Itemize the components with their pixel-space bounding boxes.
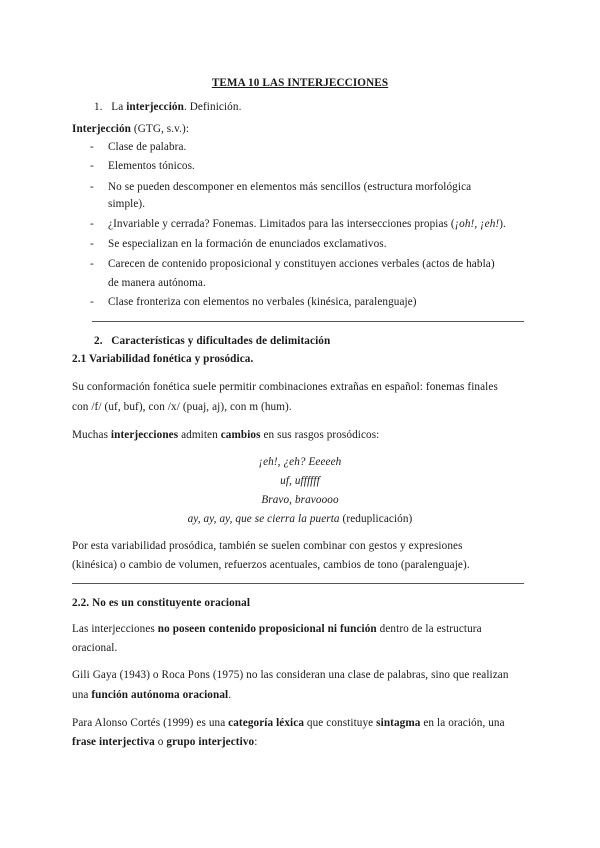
list-item: Carecen de contenido proposicional y constituyen acciones verbales (actos de habla): [108, 258, 495, 270]
text-run: en sus rasgos prosódicos:: [260, 429, 380, 441]
text-run: Para Alonso Cortés (1999) es una: [72, 717, 229, 729]
bullet-marker: -: [90, 141, 94, 153]
bold-term: interjecciones: [110, 429, 179, 441]
list-item-text: ¿Invariable y cerrada? Fonemas. Limitados para las intersecciones propias (: [108, 218, 455, 230]
list-item: No se pueden descomponer en elementos más sencillos (estructura morfológica: [108, 181, 472, 193]
bold-term: no poseen contenido proposicional ni función: [157, 623, 377, 635]
definition-source: (GTG, s.v.):: [130, 123, 190, 135]
text-run: dentro de la estructura: [376, 623, 482, 635]
text-run: admiten: [178, 429, 221, 441]
bold-term: frase interjectiva: [72, 736, 155, 748]
section-1-prefix: La: [111, 101, 124, 113]
paragraph-line: [72, 716, 505, 730]
paragraph-line: [72, 688, 231, 702]
paragraph-line: con /f/ (uf, buf), con /x/ (puaj, aj), con m (hum).: [72, 401, 292, 413]
bold-term: grupo interjectivo: [166, 736, 255, 748]
list-item: Clase fronteriza con elementos no verbales (kinésica, paralenguaje): [108, 296, 417, 308]
text-run: .: [228, 689, 232, 701]
text-run: Las interjecciones: [72, 623, 158, 635]
horizontal-rule: [72, 583, 524, 584]
section-1-rest: . Definición.: [183, 101, 242, 113]
document-title: TEMA 10 LAS INTERJECCIONES: [211, 77, 389, 89]
paragraph-line: [72, 428, 379, 442]
list-item: Elementos tónicos.: [108, 160, 195, 172]
paragraph-line: oracional.: [72, 642, 118, 654]
example-line: [0, 512, 600, 526]
bullet-marker: -: [90, 238, 94, 250]
subsection-2-1-heading: 2.1 Variabilidad fonética y prosódica.: [72, 353, 254, 365]
example-note: (reduplicación): [339, 513, 413, 525]
paragraph-line: Gili Gaya (1943) o Roca Pons (1975) no las consideran una clase de palabras, sino que realizan: [72, 669, 509, 681]
definition-heading: [72, 122, 189, 136]
bold-term: cambios: [220, 429, 261, 441]
example-text: ay, ay, ay, que se cierra la puerta: [187, 513, 340, 525]
list-item-example: ¡oh!, ¡eh!: [454, 218, 500, 230]
text-run: una: [72, 689, 92, 701]
list-item: Se especializan en la formación de enunciados exclamativos.: [108, 238, 387, 250]
example-line: ¡eh!, ¿eh? Eeeeeh: [258, 456, 342, 468]
paragraph-line: Su conformación fonética suele permitir combinaciones extrañas en español: fonemas finales: [72, 381, 498, 393]
paragraph-line: Por esta variabilidad prosódica, también se suelen combinar con gestos y expresiones: [72, 540, 463, 552]
subsection-2-2-heading: 2.2. No es un constituyente oracional: [72, 597, 251, 609]
bold-term: función autónoma oracional: [91, 689, 229, 701]
text-run: Muchas: [72, 429, 111, 441]
horizontal-rule: [92, 321, 524, 322]
bold-term: sintagma: [376, 717, 421, 729]
text-run: o: [154, 736, 167, 748]
bullet-marker: -: [90, 218, 94, 230]
paragraph-line: [72, 622, 482, 636]
definition-term: Interjección: [72, 123, 131, 135]
text-run: :: [254, 736, 258, 748]
section-2-number: 2.: [94, 335, 103, 347]
bullet-marker: -: [90, 258, 94, 270]
bullet-marker: -: [90, 181, 94, 193]
list-item-continuation: de manera autónoma.: [108, 277, 206, 289]
list-item-continuation: simple).: [108, 198, 146, 210]
bullet-marker: -: [90, 160, 94, 172]
text-run: que constituye: [304, 717, 377, 729]
section-1-term: interjección: [126, 101, 184, 113]
paragraph-line: (kinésica) o cambio de volumen, refuerzos acentuales, cambios de tono (paralenguaje).: [72, 559, 470, 571]
paragraph-line: [72, 735, 257, 749]
example-line: Bravo, bravoooo: [261, 494, 339, 506]
section-1-number: 1.: [94, 101, 103, 113]
section-1-heading: [94, 100, 241, 114]
section-2-heading: [94, 334, 330, 348]
list-item: Clase de palabra.: [108, 141, 187, 153]
section-2-title: Características y dificultades de delimitación: [111, 335, 331, 347]
example-line: uf, uffffff: [280, 475, 320, 487]
bullet-marker: -: [90, 296, 94, 308]
list-item: [108, 217, 506, 231]
text-run: en la oración, una: [420, 717, 505, 729]
bold-term: categoría léxica: [228, 717, 305, 729]
list-item-text: ).: [499, 218, 506, 230]
